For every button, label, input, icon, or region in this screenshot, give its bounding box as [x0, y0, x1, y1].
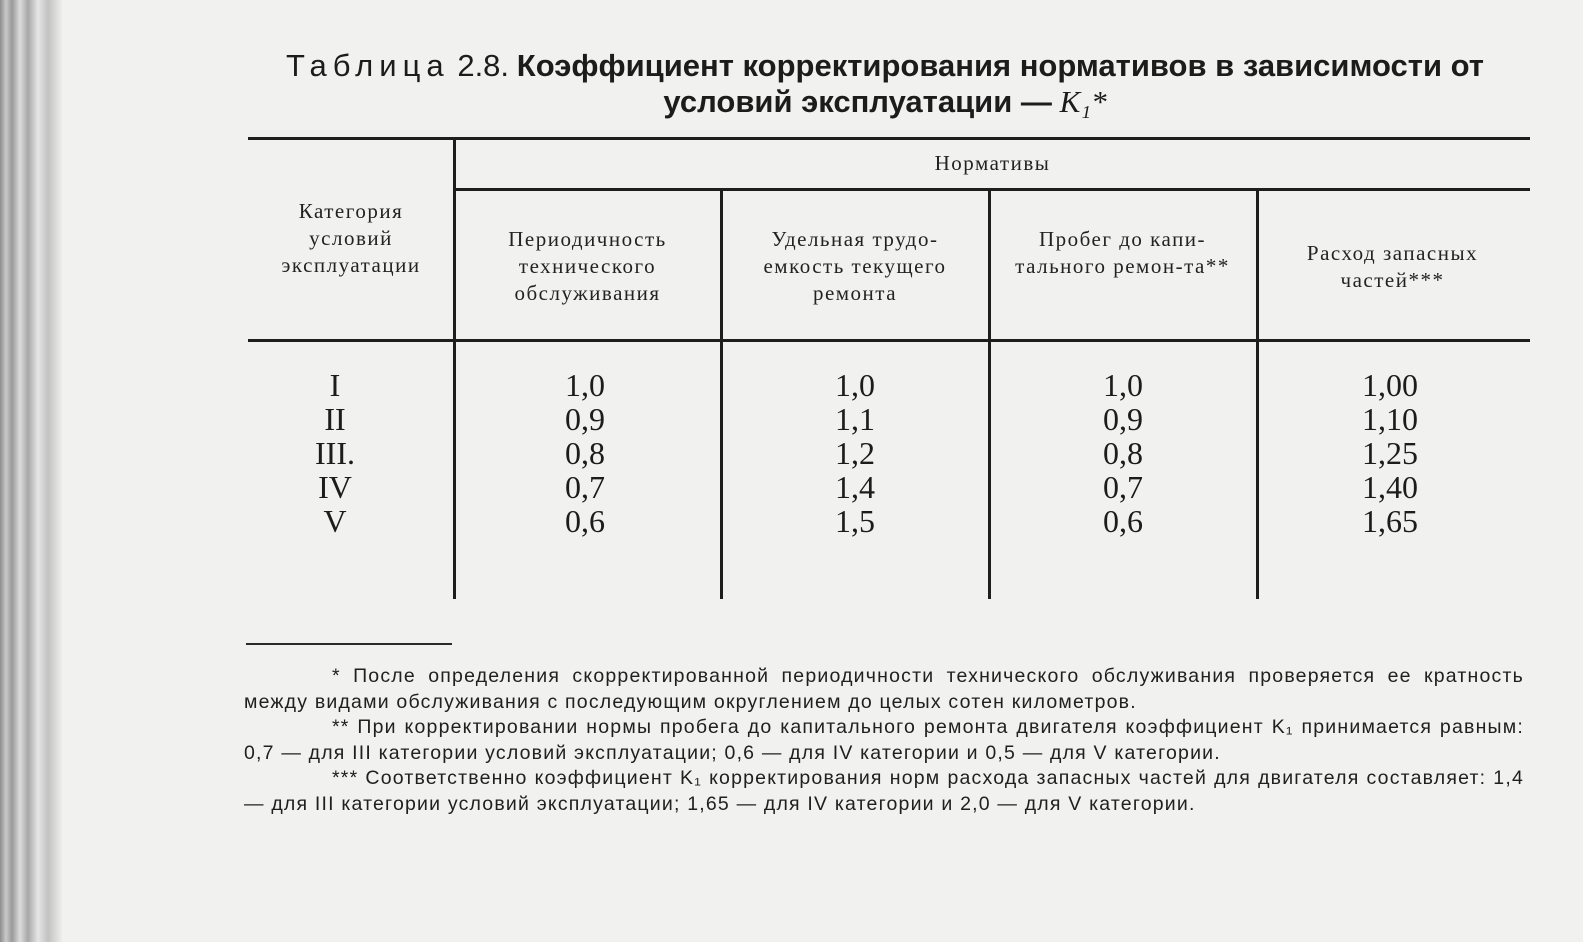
value-cell: 1,25	[1362, 435, 1418, 471]
value-cell: 0,8	[1103, 435, 1143, 471]
footnotes	[244, 664, 1524, 817]
value-cell: 1,4	[835, 469, 875, 505]
value-cell: 0,7	[565, 469, 605, 505]
value-cell: 1,5	[835, 503, 875, 539]
title-symbol: K₁*	[1059, 84, 1107, 119]
category-cell: IV	[318, 469, 352, 505]
value-cell: 1,65	[1362, 503, 1418, 539]
value-cell: 1,0	[835, 367, 875, 403]
header-bottom-rule	[248, 339, 1530, 342]
footnote-1: * После определения скорректированной периодичности технического обслуживания проверяется ее кратность между видами обслуживания с последующим округлением до целых сотен километров.	[244, 665, 1524, 713]
column-header-2: Удельная трудо-емкость текущего ремонта	[763, 227, 947, 305]
title-main: Коэффициент корректирования нормативов в зависимости от условий эксплуатации —	[516, 48, 1484, 119]
column-divider-3	[1256, 188, 1259, 599]
value-cell: 0,9	[1103, 401, 1143, 437]
column-header-1: Периодичность технического обслуживания	[508, 227, 667, 305]
value-cell: 1,0	[565, 367, 605, 403]
value-cell: 0,6	[1103, 503, 1143, 539]
stub-divider	[453, 137, 456, 599]
value-cell: 1,40	[1362, 469, 1418, 505]
table-title	[240, 48, 1530, 120]
column-divider-1	[720, 188, 723, 599]
value-cell: 1,2	[835, 435, 875, 471]
footnote-3: *** Соответственно коэффициент K₁ корректирования норм расхода запасных частей для двигателя составляет: 1,4 — для III категории условий эксплуатации; 1,65 — для IV категории и 2,0 — для V категории.	[244, 767, 1524, 815]
book-spine-shadow	[0, 0, 62, 942]
value-cell: 0,9	[565, 401, 605, 437]
category-cell: I	[329, 367, 341, 403]
overhaul-mileage-column	[1058, 368, 1188, 538]
value-cell: 1,10	[1362, 401, 1418, 437]
footnote-rule	[246, 643, 452, 645]
column-header-3: Пробег до капи-тального ремон-та**	[1015, 227, 1230, 278]
category-cell: II	[324, 401, 346, 437]
category-cell: III.	[315, 435, 355, 471]
value-cell: 1,0	[1103, 367, 1143, 403]
group-header: Нормативы	[934, 151, 1051, 175]
value-cell: 0,8	[565, 435, 605, 471]
footnote-2: ** При корректировании нормы пробега до капитального ремонта двигателя коэффициент K₁ принимается равным: 0,7 — для III категории условий эксплуатации; 0,6 — для IV категории и 0,5 — для V категории.	[244, 716, 1524, 764]
category-column	[270, 368, 400, 538]
stub-header: Категория условий эксплуатации	[281, 199, 421, 277]
repair-labor-column	[790, 368, 920, 538]
column-header-4: Расход запасных частей***	[1306, 241, 1479, 292]
title-prefix: Таблица	[286, 48, 450, 83]
value-cell: 0,6	[565, 503, 605, 539]
group-header-rule	[455, 188, 1530, 191]
value-cell: 1,1	[835, 401, 875, 437]
column-divider-2	[988, 188, 991, 599]
maintenance-interval-column	[520, 368, 650, 538]
title-number: 2.8.	[457, 48, 510, 83]
value-cell: 1,00	[1362, 367, 1418, 403]
spare-parts-column	[1325, 368, 1455, 538]
value-cell: 0,7	[1103, 469, 1143, 505]
table-top-rule	[248, 137, 1530, 140]
category-cell: V	[323, 503, 347, 539]
